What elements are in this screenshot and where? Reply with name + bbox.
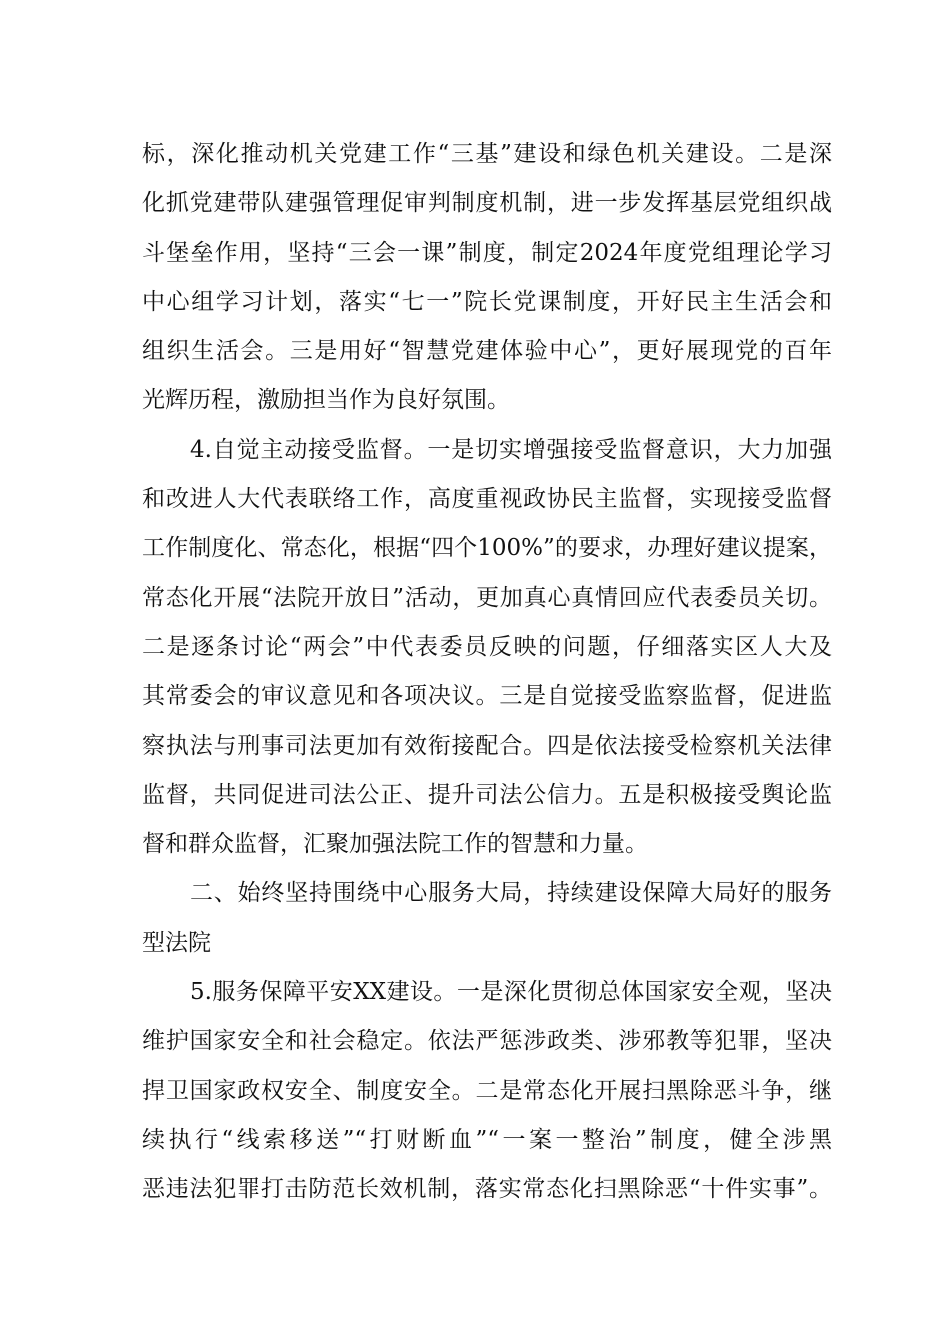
text-line: 察执法与刑事司法更加有效衔接配合。四是依法接受检察机关法律 [142,732,832,759]
text-line: 二是逐条讨论“两会”中代表委员反映的问题，仔细落实区人大及 [142,633,832,660]
text-line: 标，深化推动机关党建工作“三基”建设和绿色机关建设。二是深 [142,141,832,167]
text-line: 捍卫国家政权安全、制度安全。二是常态化开展扫黑除恶斗争，继 [142,1077,832,1104]
text-line: 维护国家安全和社会稳定。依法严惩涉政类、涉邪教等犯罪，坚决 [142,1028,832,1055]
text-line: 中心组学习计划，落实“七一”院长党课制度，开好民主生活会和 [142,288,832,315]
text-line: 光辉历程，激励担当作为良好氛围。 [142,387,510,414]
text-line: 和改进人大代表联络工作，高度重视政协民主监督，实现接受监督 [142,486,832,513]
text-line: 其常委会的审议意见和各项决议。三是自觉接受监察监督，促进监 [142,683,832,710]
text-line: 化抓党建带队建强管理促审判制度机制，进一步发挥基层党组织战 [142,190,832,217]
text-line: 型法院 [142,929,211,956]
text-line: 恶违法犯罪打击防范长效机制，落实常态化扫黑除恶“十件实事”。 [142,1176,832,1203]
paragraph-party-building-continued [142,130,832,426]
text-line: 二、始终坚持围绕中心服务大局，持续建设保障大局好的服务 [190,880,832,907]
text-line: 斗堡垒作用，坚持“三会一课”制度，制定2024年度党组理论学习 [142,239,832,266]
paragraph-safety-service [142,968,832,1214]
section-heading-two [142,869,832,968]
text-line: 监督，共同促进司法公正、提升司法公信力。五是积极接受舆论监 [142,781,832,808]
text-line: 工作制度化、常态化，根据“四个100%”的要求，办理好建议提案， [142,535,832,562]
text-line: 4.自觉主动接受监督。一是切实增强接受监督意识，大力加强 [190,436,832,463]
text-line: 续执行“线索移送”“打财断血”“一案一整治”制度，健全涉黑 [142,1126,832,1153]
text-line: 常态化开展“法院开放日”活动，更加真心真情回应代表委员关切。 [142,584,832,611]
text-line: 5.服务保障平安XX建设。一是深化贯彻总体国家安全观，坚决 [190,979,832,1006]
body-text [142,130,832,1215]
paragraph-accept-supervision [142,426,832,870]
text-line: 组织生活会。三是用好“智慧党建体验中心”，更好展现党的百年 [142,338,832,365]
text-line: 督和群众监督，汇聚加强法院工作的智慧和力量。 [142,831,648,858]
